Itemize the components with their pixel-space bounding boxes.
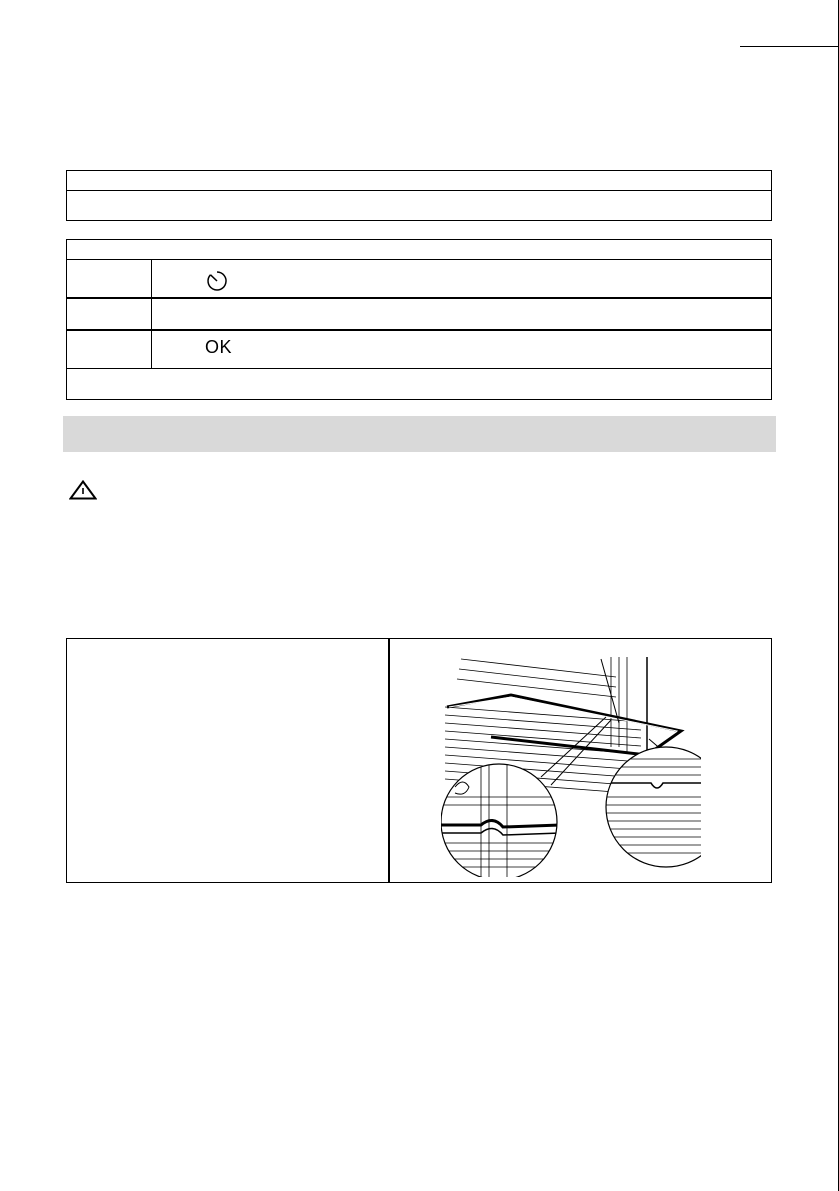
steps-table-header-divider [67,259,771,260]
crop-mark-top [740,46,839,47]
steps-table-column-divider [151,260,152,368]
step-3-icon-cell [205,337,232,358]
steps-table-row-divider-2 [67,329,771,331]
steps-table-row-divider-1 [67,297,771,299]
info-table [66,170,772,221]
info-table-header-row [67,171,771,191]
steps-table-row-divider-3 [67,368,771,369]
section-heading-bar [63,416,776,452]
timer-icon [205,269,229,293]
shelf-table-column-divider [388,639,390,882]
step-1-icon-cell [205,269,229,298]
steps-table [66,239,772,400]
ok-icon: OK [205,337,233,357]
oven-wire-shelf-illustration [441,647,701,877]
warning-triangle-icon [69,480,97,500]
shelf-table [66,638,772,883]
